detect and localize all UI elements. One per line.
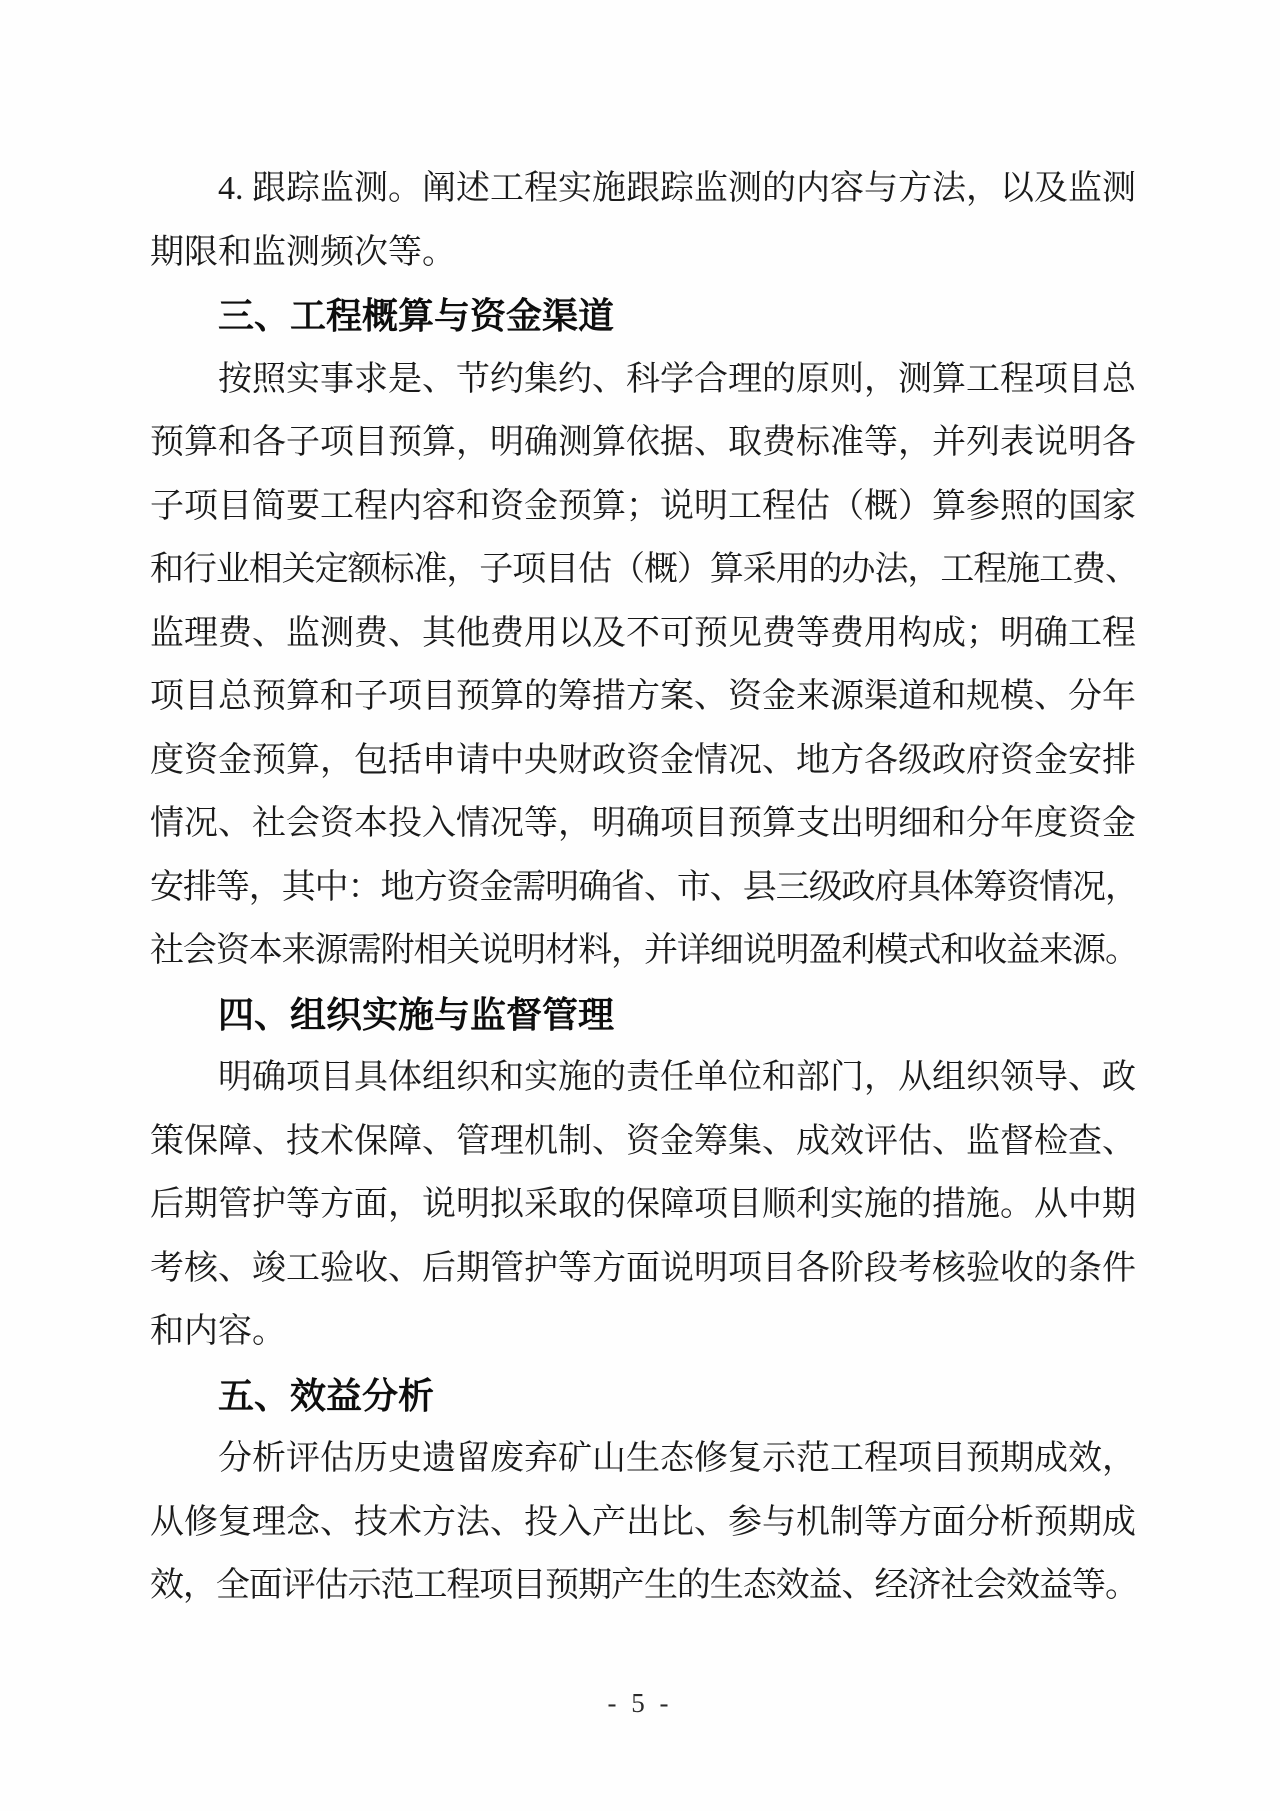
document-content [150, 157, 1138, 1618]
text-line: 后期管护等方面，说明拟采取的保障项目顺利实施的措施。从中期 [150, 1186, 1136, 1223]
page-number: - 5 - [607, 1688, 673, 1718]
text-line: 项目总预算和子项目预算的筹措方案、资金来源渠道和规模、分年 [150, 678, 1136, 715]
section-heading: 四、组织实施与监督管理 [218, 993, 615, 1035]
text-line: 情况、社会资本投入情况等，明确项目预算支出明细和分年度资金 [150, 805, 1136, 842]
text-line: 明确项目具体组织和实施的责任单位和部门，从组织领导、政 [218, 1059, 1136, 1096]
text-line: 4. 跟踪监测。阐述工程实施跟踪监测的内容与方法，以及监测 [218, 170, 1136, 207]
text-line: 监理费、监测费、其他费用以及不可预见费等费用构成；明确工程 [150, 614, 1136, 652]
text-line: 期限和监测频次等。 [150, 233, 456, 271]
text-line: 策保障、技术保障、管理机制、资金筹集、成效评估、监督检查、 [150, 1122, 1136, 1160]
section-heading: 三、工程概算与资金渠道 [218, 295, 615, 336]
text-line: 度资金预算，包括申请中央财政资金情况、地方各级政府资金安排 [150, 741, 1136, 779]
text-line: 预算和各子项目预算，明确测算依据、取费标准等，并列表说明各 [150, 424, 1136, 461]
section-heading: 五、效益分析 [218, 1374, 435, 1416]
text-line: 考核、竣工验收、后期管护等方面说明项目各阶段考核验收的条件 [150, 1249, 1136, 1287]
text-line: 按照实事求是、节约集约、科学合理的原则，测算工程项目总 [218, 360, 1136, 398]
text-line: 社会资本来源需附相关说明材料，并详细说明盈利模式和收益来源。 [150, 932, 1138, 969]
text-line: 和内容。 [150, 1313, 286, 1350]
text-line: 安排等，其中：地方资金需明确省、市、县三级政府具体筹资情况， [150, 868, 1138, 906]
text-line: 和行业相关定额标准，子项目估（概）算采用的办法，工程施工费、 [150, 551, 1138, 588]
text-line: 从修复理念、技术方法、投入产出比、参与机制等方面分析预期成 [150, 1503, 1136, 1541]
text-line: 子项目简要工程内容和资金预算；说明工程估（概）算参照的国家 [150, 487, 1136, 525]
text-line: 分析评估历史遗留废弃矿山生态修复示范工程项目预期成效， [218, 1440, 1136, 1477]
text-line: 效，全面评估示范工程项目预期产生的生态效益、经济社会效益等。 [150, 1567, 1138, 1604]
